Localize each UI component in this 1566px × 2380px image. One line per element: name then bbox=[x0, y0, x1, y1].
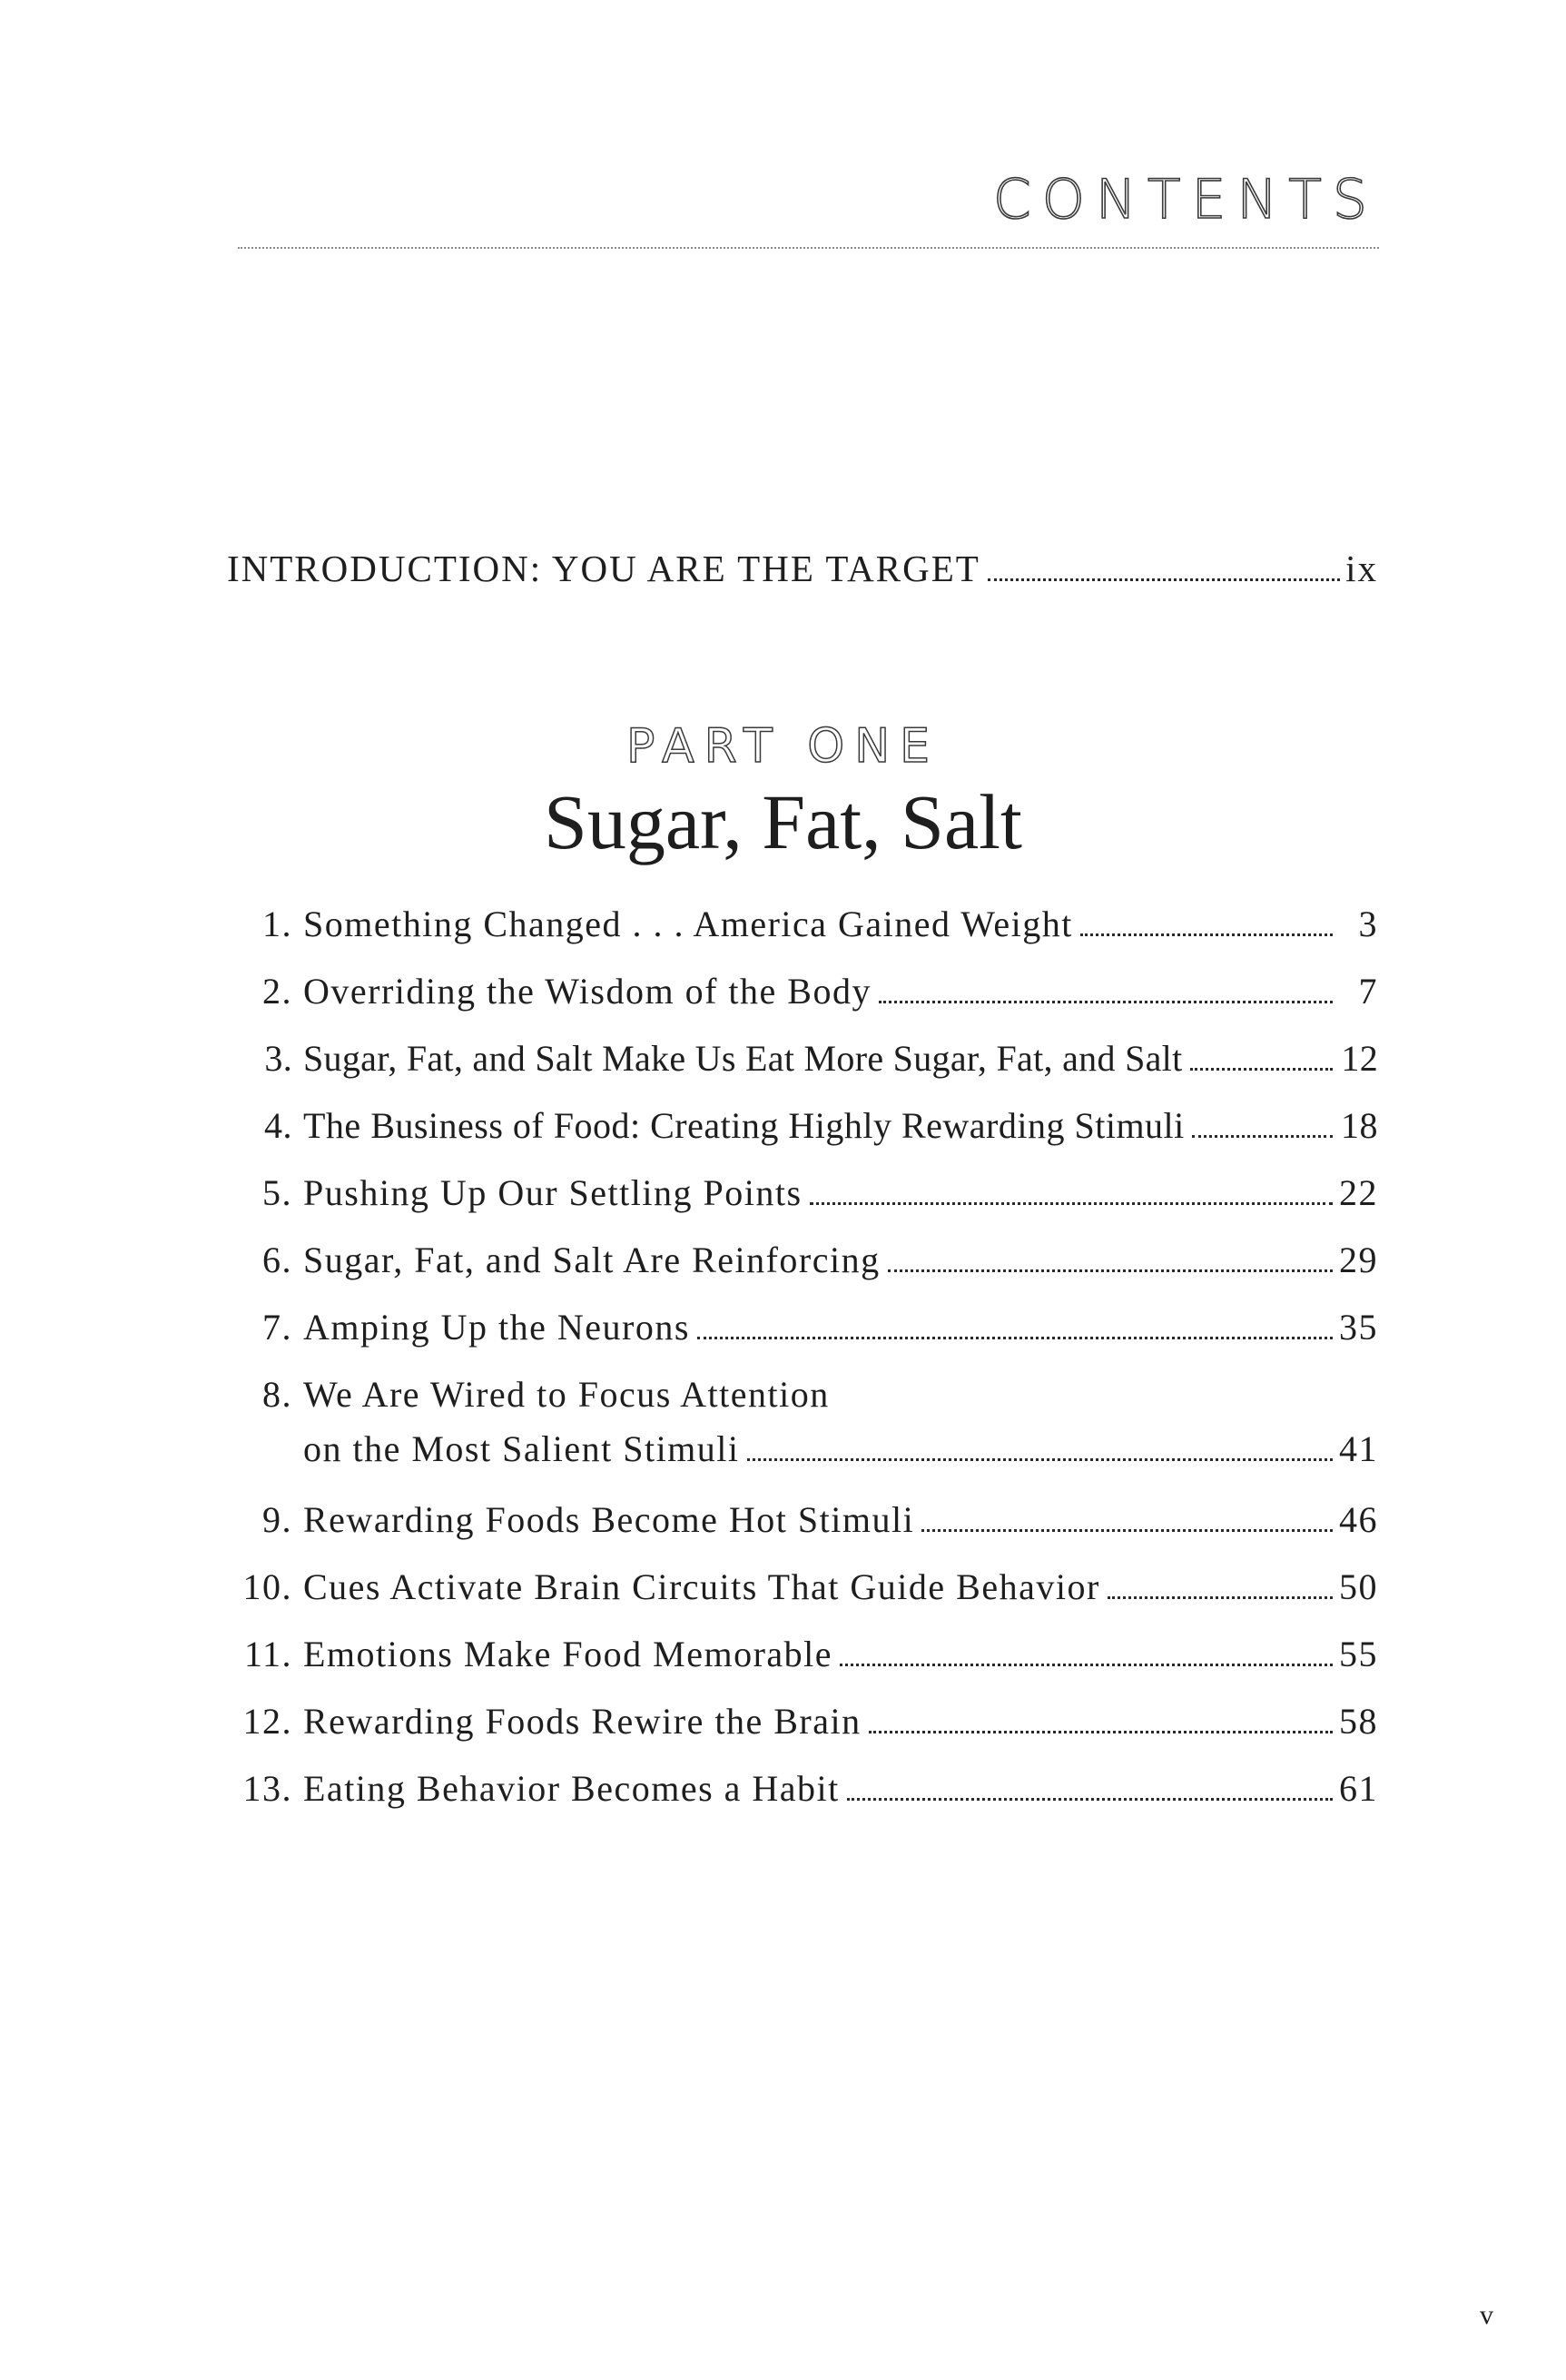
chapter-number: 7. bbox=[262, 1307, 292, 1348]
chapter-title: Sugar, Fat, and Salt Make Us Eat More Sugar, Fat, and Salt bbox=[303, 1038, 1183, 1079]
dot-leader bbox=[747, 1458, 1333, 1461]
chapter-entry-8[interactable] bbox=[218, 1368, 1378, 1493]
chapter-title: Rewarding Foods Become Hot Stimuli bbox=[303, 1499, 915, 1540]
dot-leader bbox=[1080, 933, 1333, 936]
part-label: PART ONE bbox=[626, 719, 940, 774]
chapter-title: Eating Behavior Becomes a Habit bbox=[303, 1768, 840, 1809]
chapter-entry-10[interactable] bbox=[218, 1560, 1378, 1627]
chapter-title: The Business of Food: Creating Highly Rewarding Stimuli bbox=[303, 1105, 1185, 1146]
chapter-page: 12 bbox=[1341, 1038, 1378, 1079]
contents-heading: CONTENTS bbox=[992, 168, 1378, 232]
chapter-page: 58 bbox=[1339, 1701, 1378, 1742]
dot-leader bbox=[921, 1529, 1333, 1532]
chapter-entry-11[interactable] bbox=[218, 1627, 1378, 1694]
chapter-page: 46 bbox=[1339, 1499, 1378, 1540]
chapter-entry-1[interactable] bbox=[218, 897, 1378, 964]
chapter-title: Overriding the Wisdom of the Body bbox=[303, 971, 872, 1012]
chapter-title: Amping Up the Neurons bbox=[303, 1307, 690, 1348]
chapter-number: 10. bbox=[242, 1566, 292, 1607]
dot-leader bbox=[1192, 1135, 1333, 1138]
chapter-list bbox=[218, 897, 1378, 1829]
introduction-entry[interactable] bbox=[227, 547, 1378, 591]
introduction-title: INTRODUCTION: YOU ARE THE TARGET bbox=[227, 548, 980, 589]
page-folio: v bbox=[1480, 2300, 1493, 2330]
dot-leader bbox=[888, 1269, 1333, 1272]
dot-leader bbox=[879, 1001, 1333, 1003]
chapter-title: Pushing Up Our Settling Points bbox=[303, 1172, 803, 1213]
chapter-entry-12[interactable] bbox=[218, 1694, 1378, 1762]
dot-leader bbox=[1108, 1596, 1333, 1599]
chapter-page: 29 bbox=[1339, 1239, 1378, 1280]
chapter-number: 1. bbox=[262, 904, 292, 944]
dot-leader bbox=[869, 1731, 1333, 1733]
chapter-number: 9. bbox=[262, 1499, 292, 1540]
chapter-entry-13[interactable] bbox=[218, 1762, 1378, 1829]
chapter-entry-2[interactable] bbox=[218, 964, 1378, 1032]
chapter-number: 13. bbox=[242, 1768, 292, 1809]
chapter-page: 55 bbox=[1339, 1634, 1378, 1674]
chapter-page: 61 bbox=[1339, 1768, 1378, 1809]
chapter-title: We Are Wired to Focus Attention bbox=[303, 1374, 830, 1415]
chapter-entry-5[interactable] bbox=[218, 1166, 1378, 1233]
dot-leader bbox=[810, 1202, 1333, 1205]
chapter-number: 5. bbox=[262, 1172, 292, 1213]
chapter-page: 50 bbox=[1339, 1566, 1378, 1607]
chapter-number: 12. bbox=[242, 1701, 292, 1742]
chapter-title: Sugar, Fat, and Salt Are Reinforcing bbox=[303, 1239, 881, 1280]
chapter-page: 41 bbox=[1339, 1428, 1378, 1469]
chapter-number: 6. bbox=[262, 1239, 292, 1280]
dot-leader bbox=[847, 1798, 1333, 1801]
chapter-entry-6[interactable] bbox=[218, 1233, 1378, 1300]
chapter-entry-7[interactable] bbox=[218, 1300, 1378, 1368]
chapter-page: 18 bbox=[1341, 1105, 1378, 1146]
chapter-entry-9[interactable] bbox=[218, 1493, 1378, 1560]
chapter-number: 11. bbox=[243, 1634, 292, 1674]
dot-leader bbox=[988, 578, 1340, 581]
dot-leader bbox=[1190, 1068, 1334, 1071]
part-title: Sugar, Fat, Salt bbox=[544, 778, 1022, 865]
chapter-page: 3 bbox=[1358, 904, 1378, 944]
heading-rule bbox=[238, 247, 1379, 249]
dot-leader bbox=[697, 1337, 1333, 1339]
chapter-page: 7 bbox=[1358, 971, 1378, 1012]
chapter-number: 2. bbox=[262, 971, 292, 1012]
chapter-title: Cues Activate Brain Circuits That Guide Behavior bbox=[303, 1566, 1100, 1607]
chapter-number: 3. bbox=[264, 1038, 292, 1079]
chapter-page: 22 bbox=[1339, 1172, 1378, 1213]
introduction-page: ix bbox=[1345, 548, 1378, 589]
chapter-title-continued: on the Most Salient Stimuli bbox=[303, 1428, 740, 1469]
chapter-entry-4[interactable] bbox=[218, 1099, 1378, 1166]
chapter-title: Emotions Make Food Memorable bbox=[303, 1634, 833, 1674]
chapter-entry-3[interactable] bbox=[218, 1032, 1378, 1099]
chapter-number: 8. bbox=[262, 1374, 292, 1415]
chapter-title: Something Changed . . . America Gained Weight bbox=[303, 904, 1073, 944]
chapter-number: 4. bbox=[264, 1105, 292, 1146]
dot-leader bbox=[840, 1664, 1333, 1666]
chapter-page: 35 bbox=[1339, 1307, 1378, 1348]
chapter-title: Rewarding Foods Rewire the Brain bbox=[303, 1701, 862, 1742]
